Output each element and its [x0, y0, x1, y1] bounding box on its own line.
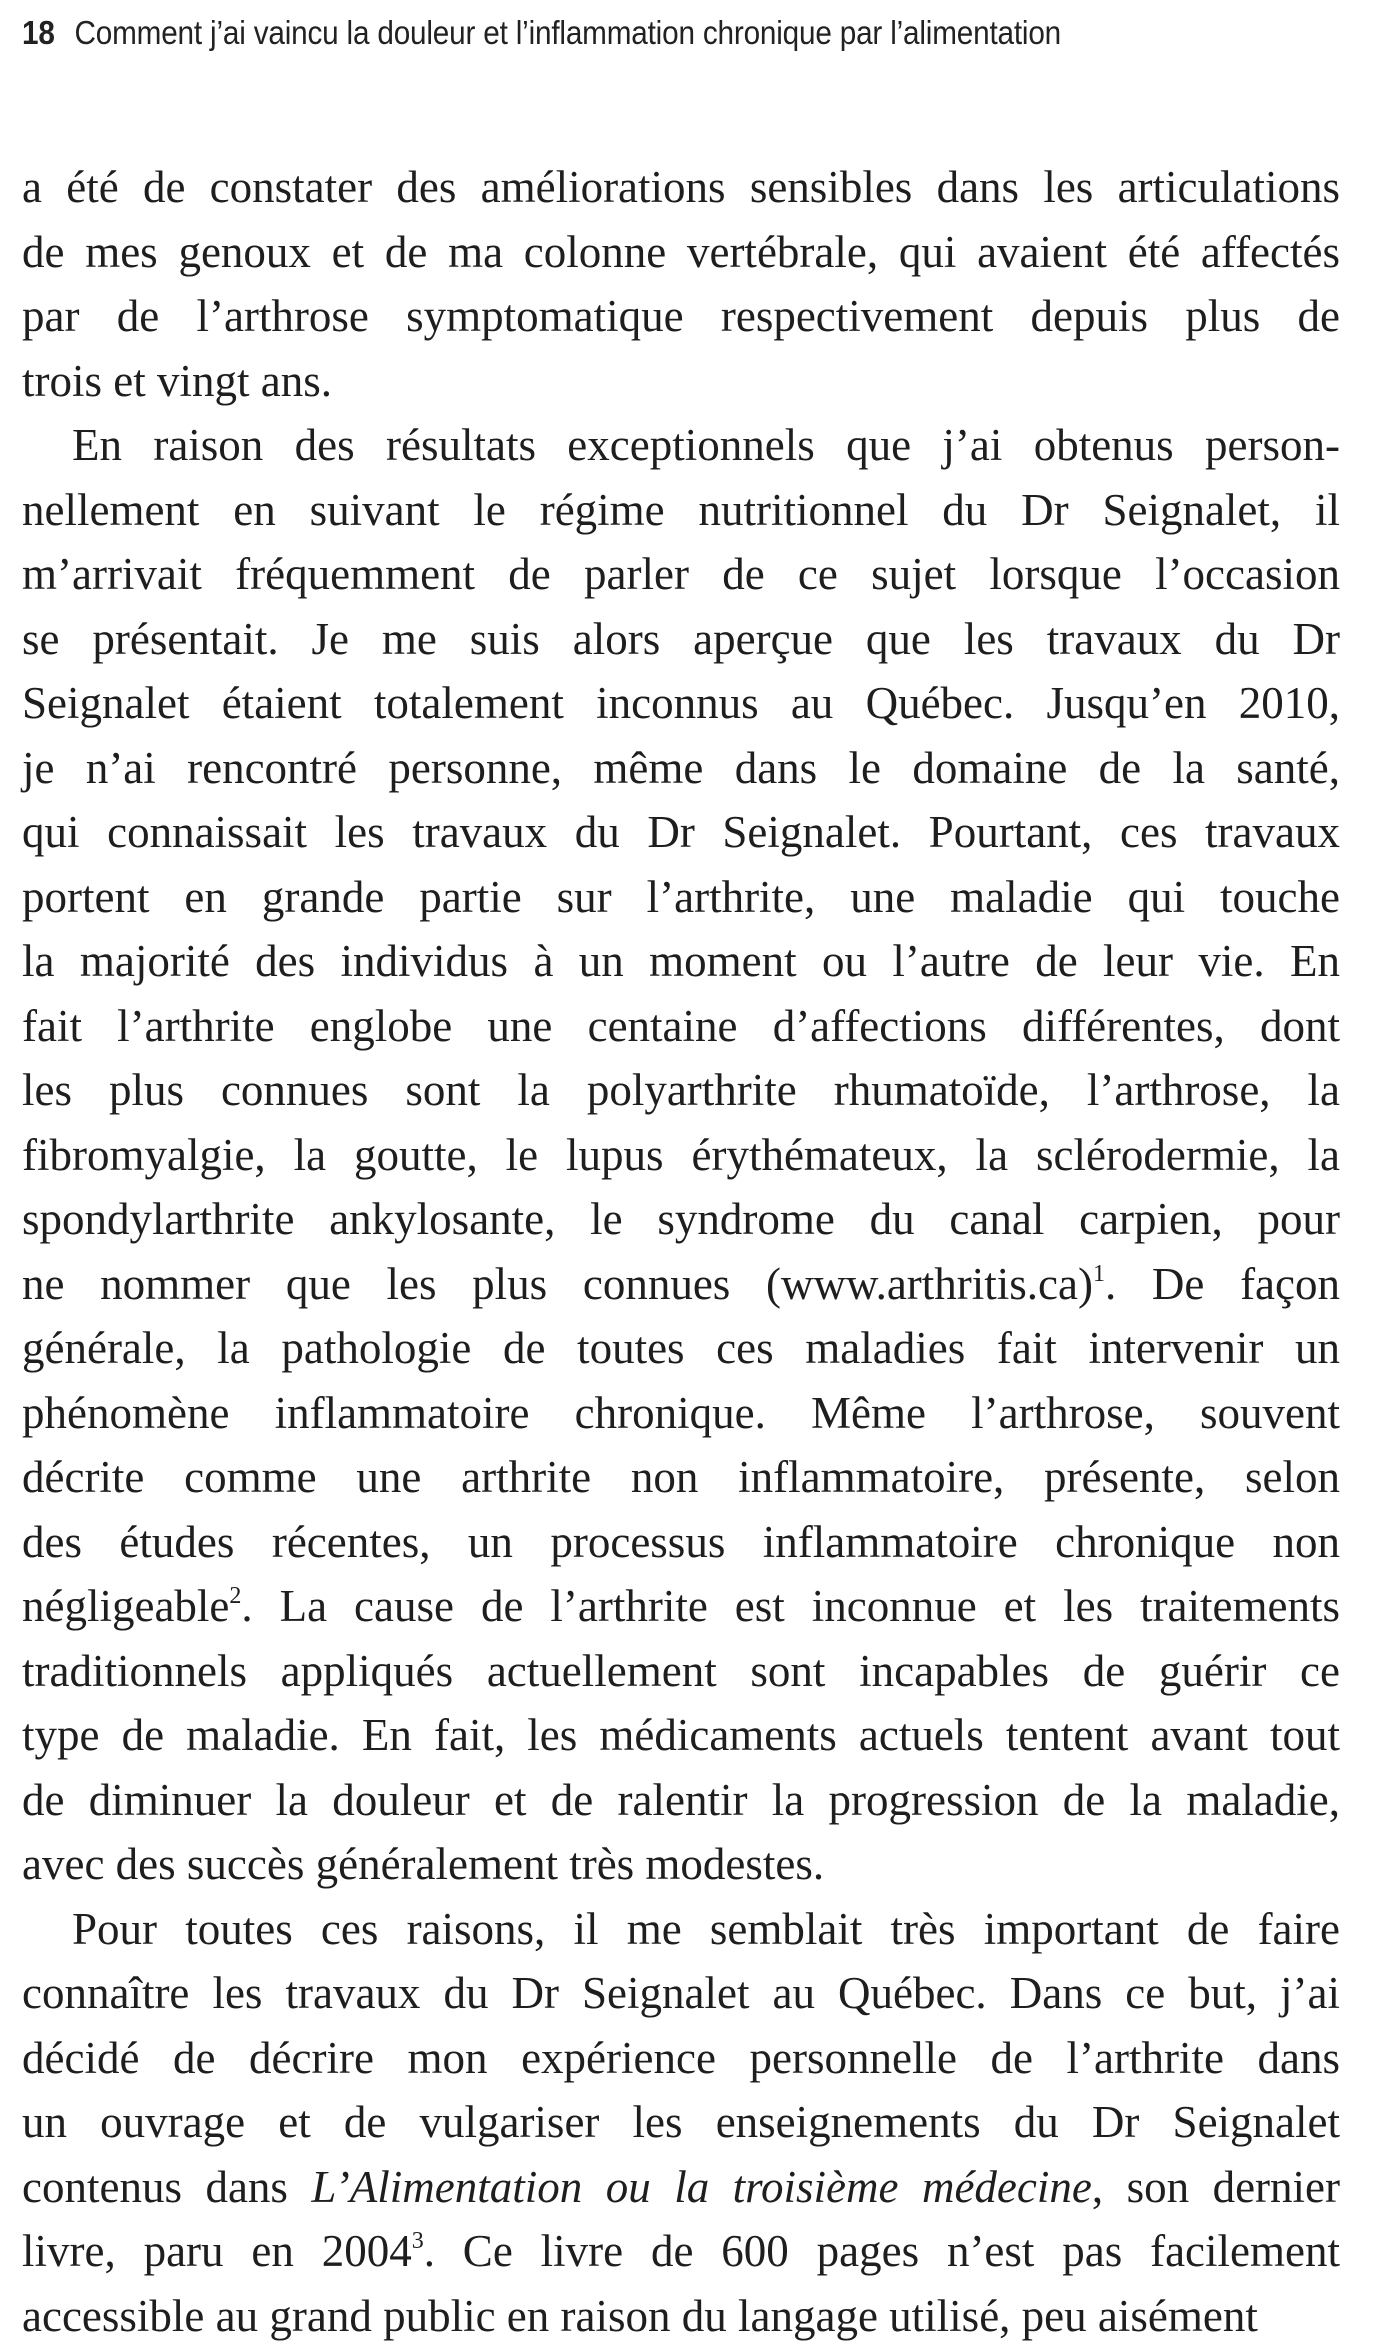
- body-text: [22, 155, 1340, 2348]
- text-line: décrite comme une arthrite non inflammatoire, présente, selon: [22, 1452, 1340, 1502]
- text-line: fait l’arthrite englobe une centaine d’affections différentes, dont: [22, 1000, 1340, 1051]
- text-line: de diminuer la douleur et de ralentir la progression de la maladie,: [22, 1774, 1340, 1825]
- text-line: avec des succès généralement très modestes.: [22, 1839, 825, 1889]
- text-line: portent en grande partie sur l’arthrite, une maladie qui touche: [22, 871, 1340, 922]
- footnote-reference[interactable]: 3: [411, 2228, 424, 2254]
- text-line: se présentait. Je me suis alors aperçue que les travaux du Dr: [22, 613, 1340, 664]
- paragraph: [22, 1897, 1340, 2349]
- text-line: Pour toutes ces raisons, il me semblait très important de faire: [72, 1903, 1340, 1954]
- text-line: trois et vingt ans.: [22, 355, 332, 406]
- text-line: je n’ai rencontré personne, même dans le domaine de la santé,: [22, 742, 1340, 793]
- text-line: qui connaissait les travaux du Dr Seignalet. Pourtant, ces travaux: [22, 807, 1340, 857]
- paragraph: [22, 413, 1340, 1897]
- text-line: m’arrivait fréquemment de parler de ce sujet lorsque l’occasion: [22, 549, 1340, 599]
- text-line: un ouvrage et de vulgariser les enseignements du Dr Seignalet: [22, 2097, 1340, 2147]
- page-number: 18: [22, 14, 55, 51]
- text-line: nellement en suivant le régime nutritionnel du Dr Seignalet, il: [22, 484, 1340, 535]
- footnote-reference[interactable]: 1: [1092, 1260, 1105, 1287]
- text-line: contenus dans L’Alimentation ou la troisième médecine, son dernier: [22, 2161, 1341, 2212]
- text-line: spondylarthrite ankylosante, le syndrome du canal carpien, pour: [22, 1194, 1340, 1244]
- text-line: En raison des résultats exceptionnels que j’ai obtenus person-: [72, 420, 1340, 470]
- text-line: traditionnels appliqués actuellement sont incapables de guérir ce: [22, 1645, 1340, 1696]
- text-line: des études récentes, un processus inflammatoire chronique non: [22, 1516, 1340, 1567]
- running-title: Comment j’ai vaincu la douleur et l’inflammation chronique par l’alimentation: [74, 14, 1062, 51]
- text-line: générale, la pathologie de toutes ces maladies fait intervenir un: [22, 1323, 1340, 1373]
- text-line: phénomène inflammatoire chronique. Même l’arthrose, souvent: [22, 1387, 1340, 1438]
- text-line: connaître les travaux du Dr Seignalet au Québec. Dans ce but, j’ai: [22, 1968, 1340, 2018]
- text-line: livre, paru en 2004$^3$. Ce livre de 600 pages n’est pas facilement: [22, 2226, 1340, 2276]
- text-line: négligeable$^2$. La cause de l’arthrite est inconnue et les traitements: [22, 1581, 1340, 1631]
- text-line: par de l’arthrose symptomatique respectivement depuis plus de: [22, 291, 1340, 341]
- text-line: de mes genoux et de ma colonne vertébrale, qui avaient été affectés: [22, 226, 1340, 277]
- text-line: a été de constater des améliorations sensibles dans les articulations: [22, 162, 1340, 212]
- book-title: L’Alimentation ou la troisième médecine: [311, 2161, 1092, 2212]
- paragraph: [22, 155, 1340, 413]
- text-line: décidé de décrire mon expérience personnelle de l’arthrite dans: [22, 2032, 1340, 2083]
- text-line: ne nommer que les plus connues (www.arthritis.ca)$^1$. De façon: [22, 1258, 1340, 1309]
- text-line: Seignalet étaient totalement inconnus au Québec. Jusqu’en 2010,: [22, 678, 1340, 728]
- text-line: type de maladie. En fait, les médicaments actuels tentent avant tout: [22, 1710, 1340, 1760]
- running-header: [22, 10, 1219, 56]
- text-line: accessible au grand public en raison du langage utilisé, peu aisément: [22, 2290, 1258, 2341]
- text-line: fibromyalgie, la goutte, le lupus érythémateux, la sclérodermie, la: [22, 1129, 1340, 1180]
- text-line: les plus connues sont la polyarthrite rhumatoïde, l’arthrose, la: [22, 1065, 1340, 1115]
- footnote-reference[interactable]: 2: [229, 1583, 242, 1609]
- text-line: la majorité des individus à un moment ou l’autre de leur vie. En: [22, 936, 1340, 986]
